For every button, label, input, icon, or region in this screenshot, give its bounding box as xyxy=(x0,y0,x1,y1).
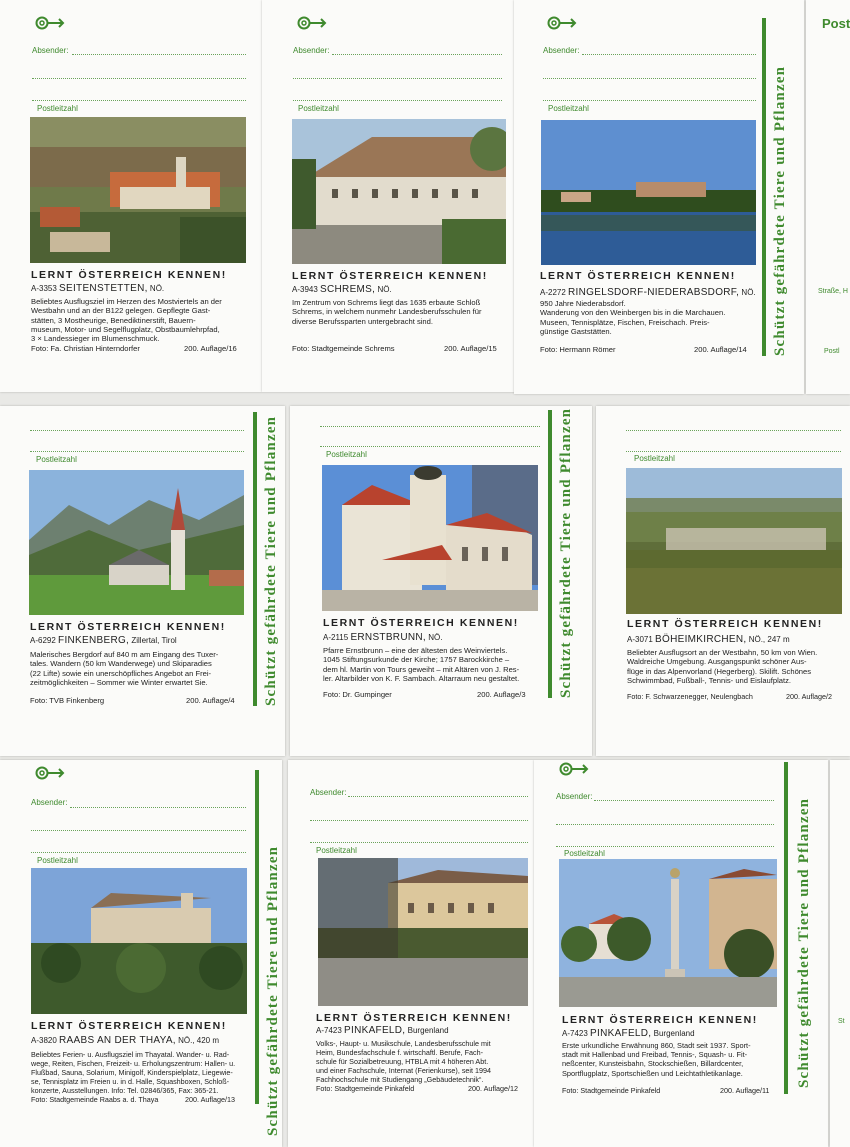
description: Beliebter Ausflugsort an der Westbahn, 50 km von Wien. Waldreiche Umgebung. Ausgangspunkt schöner Aus- flüge in das Alpenvorland (Hegerberg). Skilift. Schönes Schwimmbad, Fußball-, Tennis- und Eislaufplatz. xyxy=(627,648,818,685)
postleitzahl-label: Postleitzahl xyxy=(564,849,605,858)
place-name: SEITENSTETTEN, xyxy=(59,283,148,294)
place-name: RAABS AN DER THAYA, xyxy=(59,1035,176,1046)
place-name: ERNSTBRUNN, xyxy=(350,632,426,643)
place-name: PINKAFELD, xyxy=(590,1028,652,1039)
slogan-heading: LERNT ÖSTERREICH KENNEN! xyxy=(30,621,226,633)
postal-horn-logo xyxy=(544,16,578,30)
street-label: Straße, H xyxy=(818,288,848,295)
postal-code: A-3820 xyxy=(31,1036,57,1045)
slogan-heading: LERNT ÖSTERREICH KENNEN! xyxy=(292,270,488,282)
edition-number: 200. Auflage/13 xyxy=(185,1095,235,1104)
postal-horn-logo xyxy=(556,762,590,776)
post-label: Post xyxy=(822,16,850,31)
postal-horn-logo xyxy=(32,16,66,30)
photo-finkenberg xyxy=(29,470,244,615)
address-line xyxy=(626,451,841,452)
place-line xyxy=(30,635,177,646)
vertical-divider xyxy=(253,412,257,706)
photo-boeheimkirchen xyxy=(626,468,842,614)
slogan-heading: LERNT ÖSTERREICH KENNEN! xyxy=(316,1012,512,1024)
absender-label: Absender: xyxy=(293,46,330,55)
place-name: BÖHEIMKIRCHEN, xyxy=(655,634,747,645)
photo-ernstbrunn xyxy=(322,465,538,611)
postcard-boeheimkirchen xyxy=(596,406,850,756)
postcard-seitenstetten xyxy=(0,0,262,392)
place-line xyxy=(562,1028,695,1039)
absender-label: Absender: xyxy=(31,798,68,807)
place-region: NÖ. xyxy=(741,288,756,297)
description: Beliebtes Ferien- u. Ausflugsziel im Thayatal. Wander- u. Rad- wege, Reiten, Fischen, Freizeit- u. Erholungszentrum: Hallen- u. Flußbad, Sauna, Solarium, Minigolf, Kinderspielplatz, Liegewie- se, Tennisplatz im Freien u. in d. Halle, Squashboxen, Schloß- konzerte, Ausstellungen. Info: Tel. 02846/365, Fax: 365-21. xyxy=(31,1050,236,1096)
place-name: PINKAFELD, xyxy=(344,1025,406,1036)
place-name: FINKENBERG, xyxy=(58,635,130,646)
slogan-heading: LERNT ÖSTERREICH KENNEN! xyxy=(540,270,736,282)
address-line xyxy=(556,824,774,825)
postcard-edge-right xyxy=(806,0,850,394)
address-line xyxy=(320,426,540,427)
photo-credit: Foto: TVB Finkenberg xyxy=(30,696,105,705)
photo-seitenstetten xyxy=(30,117,246,263)
description: Im Zentrum von Schrems liegt das 1635 erbaute Schloß Schrems, in welchem nunmehr Landesberufsschulen für diverse Berufssparten untergebracht sind. xyxy=(292,298,482,326)
place-region: Burgenland xyxy=(407,1026,449,1035)
photo-credit: Foto: Stadtgemeinde Raabs a. d. Thaya xyxy=(31,1095,159,1104)
postleitzahl-label: Postleitzahl xyxy=(298,104,339,113)
postleitzahl-label: Postleitzahl xyxy=(37,856,78,865)
absender-label: Absender: xyxy=(310,788,347,797)
vertical-slogan: Schützt gefährdete Tiere und Pflanzen xyxy=(558,407,574,698)
slogan-heading: LERNT ÖSTERREICH KENNEN! xyxy=(323,617,519,629)
vertical-slogan: Schützt gefährdete Tiere und Pflanzen xyxy=(796,797,812,1088)
postcard-ernstbrunn xyxy=(290,406,592,756)
postcard-ringelsdorf xyxy=(514,0,804,394)
vertical-slogan: Schützt gefährdete Tiere und Pflanzen xyxy=(265,845,281,1136)
slogan-heading: LERNT ÖSTERREICH KENNEN! xyxy=(627,618,823,630)
description: Pfarre Ernstbrunn – eine der ältesten des Weinviertels. 1045 Stiftungsurkunde der Kirche; 1757 Barockkirche – dem hl. Martin von Tours geweiht – mit Altären von J. Res- ler. Altarbilder von K. F. Sambach. Altarraum neu gestaltet. xyxy=(323,646,520,683)
vertical-slogan: Schützt gefährdete Tiere und Pflanzen xyxy=(263,415,279,706)
place-region: NÖ. xyxy=(149,284,165,293)
vertical-slogan: Schützt gefährdete Tiere und Pflanzen xyxy=(772,65,788,356)
postal-code: A-2115 xyxy=(323,633,349,642)
postleitzahl-label: Postleitzahl xyxy=(36,455,77,464)
photo-credit: Foto: Hermann Römer xyxy=(540,345,616,354)
address-line xyxy=(310,820,528,821)
postal-code: A-2272 xyxy=(540,288,566,297)
absender-label: Absender: xyxy=(543,46,580,55)
postal-code: A-7423 xyxy=(562,1029,588,1038)
postal-code: A-3071 xyxy=(627,635,653,644)
place-line xyxy=(31,1035,219,1046)
description: Beliebtes Ausflugsziel im Herzen des Mostviertels an der Westbahn und an der B122 gelegen. Gepflegte Gast- stätten, 3 Mostheurige, Benediktinerstift, Bauern- museum, Motor- und Segelflugplatz, Obstbaumlehrpfad, 3 × Landessieger im Blumenschmuck. xyxy=(31,297,222,344)
postcard-pinkafeld-2 xyxy=(534,760,828,1147)
absender-label: Absender: xyxy=(556,792,593,801)
place-line xyxy=(323,632,442,643)
postcard-raabs xyxy=(0,760,282,1147)
address-line xyxy=(31,830,246,831)
edition-number: 200. Auflage/12 xyxy=(468,1084,518,1093)
place-name: SCHREMS, xyxy=(320,284,376,295)
address-line xyxy=(72,54,246,55)
edition-number: 200. Auflage/16 xyxy=(184,344,237,353)
postal-code: A-6292 xyxy=(30,636,56,645)
photo-ringelsdorf xyxy=(541,120,756,265)
slogan-heading: LERNT ÖSTERREICH KENNEN! xyxy=(31,1020,227,1032)
edition-number: 200. Auflage/2 xyxy=(786,692,832,701)
address-line xyxy=(556,846,774,847)
vertical-divider xyxy=(762,18,766,356)
postleitzahl-label: Postleitzahl xyxy=(316,846,357,855)
place-region: Burgenland xyxy=(653,1029,695,1038)
address-line xyxy=(31,852,246,853)
description: 950 Jahre Niederabsdorf. Wanderung von den Weinbergen bis in die Marchauen. Museen, Tennisplätze, Fischen, Freischach. Preis- günstige Gaststätten. xyxy=(540,299,726,336)
place-line xyxy=(292,284,392,295)
address-line xyxy=(543,100,756,101)
address-line xyxy=(543,78,756,79)
postal-code: A-3353 xyxy=(31,284,57,293)
edition-number: 200. Auflage/15 xyxy=(444,344,497,353)
place-region: NÖ. xyxy=(428,633,443,642)
place-line xyxy=(540,287,756,298)
photo-credit: Foto: Dr. Gumpinger xyxy=(323,690,392,699)
postal-code: A-7423 xyxy=(316,1026,342,1035)
address-line xyxy=(293,100,502,101)
postleitzahl-label: Postleitzahl xyxy=(634,454,675,463)
photo-credit: Foto: Stadtgemeinde Pinkafeld xyxy=(562,1086,661,1095)
address-line xyxy=(310,842,528,843)
photo-credit: Foto: Fa. Christian Hinterndorfer xyxy=(31,344,140,353)
photo-credit: Foto: Stadtgemeinde Schrems xyxy=(292,344,395,353)
place-region: NÖ., 247 m xyxy=(748,635,790,644)
postleitzahl-label: Postleitzahl xyxy=(548,104,589,113)
street-label: St xyxy=(838,1018,845,1025)
address-line xyxy=(30,430,244,431)
place-region: NÖ. xyxy=(377,285,392,294)
address-line xyxy=(582,54,756,55)
edition-number: 200. Auflage/3 xyxy=(477,690,526,699)
edition-number: 200. Auflage/4 xyxy=(186,696,235,705)
address-line xyxy=(348,796,528,797)
slogan-heading: LERNT ÖSTERREICH KENNEN! xyxy=(562,1014,758,1026)
vertical-divider xyxy=(784,762,788,1094)
address-line xyxy=(32,78,246,79)
place-line xyxy=(627,634,790,645)
postcard-finkenberg xyxy=(0,406,285,756)
slogan-heading: LERNT ÖSTERREICH KENNEN! xyxy=(31,269,227,281)
vertical-divider xyxy=(548,410,552,698)
address-line xyxy=(320,446,540,447)
postleitzahl-label: Postleitzahl xyxy=(326,450,367,459)
photo-pinkafeld-1 xyxy=(318,858,528,1006)
address-line xyxy=(594,800,774,801)
photo-credit: Foto: Stadtgemeinde Pinkafeld xyxy=(316,1084,415,1093)
place-line xyxy=(31,283,164,294)
description: Malerisches Bergdorf auf 840 m am Eingang des Tuxer- tales. Wandern (50 km Wanderwege) und Skiparadies (22 Lifte) sowie ein unerschöpfliches Angebot an Frei- zeitmöglichkeiten – Sommer wie Winter erwartet Sie. xyxy=(30,650,219,687)
postleitzahl-label: Postl xyxy=(824,348,840,355)
postal-horn-logo xyxy=(294,16,328,30)
photo-raabs xyxy=(31,868,247,1014)
place-name: RINGELSDORF-NIEDERABSDORF, xyxy=(568,287,740,298)
edition-number: 200. Auflage/11 xyxy=(720,1086,770,1095)
postal-code: A-3943 xyxy=(292,285,318,294)
place-line xyxy=(316,1025,449,1036)
address-line xyxy=(332,54,502,55)
place-region: NÖ., 420 m xyxy=(178,1036,220,1045)
photo-credit: Foto: F. Schwarzenegger, Neulengbach xyxy=(627,692,753,701)
postleitzahl-label: Postleitzahl xyxy=(37,104,78,113)
address-line xyxy=(32,100,246,101)
postcard-edge-right-2 xyxy=(830,760,850,1147)
absender-label: Absender: xyxy=(32,46,69,55)
edition-number: 200. Auflage/14 xyxy=(694,345,747,354)
address-line xyxy=(626,430,841,431)
description: Volks-, Haupt- u. Musikschule, Landesberufsschule mit Heim, Bundesfachschule f. wirtschaftl. Berufe, Fach- schule für Sozialbetreuung, HTBLA mit 4 höheren Abt. und einer Fachschule, Internat (Ferienkurse), seit 1994 Fachhochschule mit Studiengang „Gebäudetechnik“. xyxy=(316,1039,491,1085)
postal-horn-logo xyxy=(32,766,66,780)
address-line xyxy=(30,451,244,452)
photo-schrems xyxy=(292,119,506,264)
address-line xyxy=(70,807,246,808)
vertical-divider xyxy=(255,770,259,1104)
description: Erste urkundliche Erwähnung 860, Stadt seit 1937. Sport- stadt mit Hallenbad und Freibad, Tennis-, Squash- u. Fit- neßcenter, Kunsteisbahn, Stockschießen, Billardcenter, Sportflugplatz, Sportschießen und Leichtathletikanlage. xyxy=(562,1041,751,1078)
address-line xyxy=(293,78,502,79)
photo-pinkafeld-2 xyxy=(559,859,777,1007)
place-region: Zillertal, Tirol xyxy=(131,636,177,645)
postcard-pinkafeld-1 xyxy=(288,760,534,1147)
postcard-schrems xyxy=(262,0,514,392)
